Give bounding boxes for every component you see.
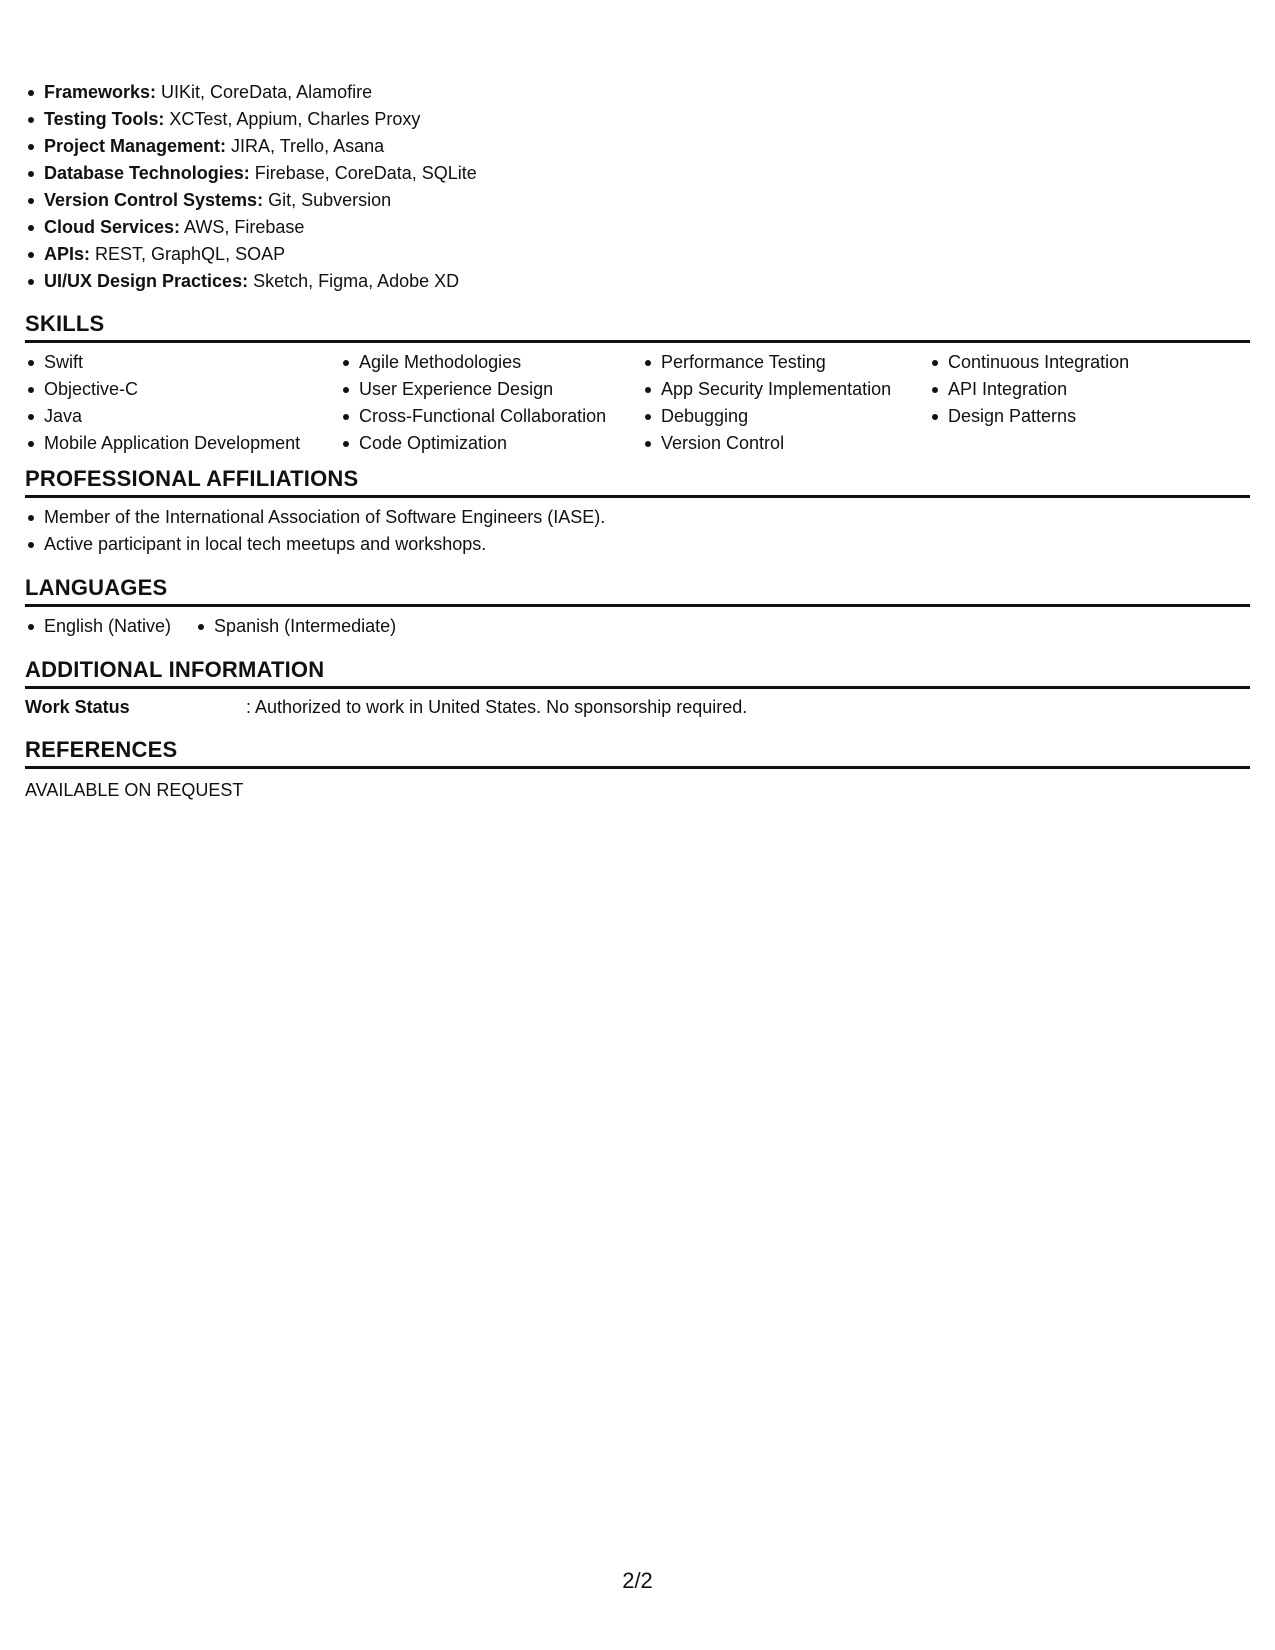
language-item: Spanish (Intermediate) (195, 613, 396, 640)
skill-item: Objective-C (25, 376, 340, 403)
affiliations-list (25, 504, 1250, 558)
tech-value: Firebase, CoreData, SQLite (249, 163, 477, 183)
list-item (25, 187, 1250, 214)
skills-column-1 (25, 349, 340, 457)
section-title-affiliations: PROFESSIONAL AFFILIATIONS (25, 466, 1250, 498)
page-number: 2/2 (622, 1568, 653, 1593)
list-item (25, 160, 1250, 187)
skill-item: Design Patterns (929, 403, 1229, 430)
skill-item: API Integration (929, 376, 1229, 403)
list-item (25, 241, 1250, 268)
list-item (25, 133, 1250, 160)
skill-item: Mobile Application Development (25, 430, 340, 457)
skill-item: Performance Testing (642, 349, 929, 376)
tech-value: Sketch, Figma, Adobe XD (248, 271, 460, 291)
tech-label: Cloud Services: (44, 217, 181, 237)
tech-label: Version Control Systems: (44, 190, 264, 210)
work-status-label: Work Status (25, 697, 130, 717)
tech-value: JIRA, Trello, Asana (226, 136, 385, 156)
tech-label: APIs: (44, 244, 91, 264)
technical-skills-list (25, 79, 1250, 295)
section-title-additional-information: ADDITIONAL INFORMATION (25, 657, 1250, 689)
affiliation-item: Member of the International Association of Software Engineers (IASE). (25, 504, 1250, 531)
skills-column-4 (929, 349, 1229, 457)
tech-value: Git, Subversion (263, 190, 392, 210)
work-status-row (25, 695, 1250, 720)
languages-list (25, 613, 1250, 640)
language-item: English (Native) (25, 613, 171, 640)
skill-item: Cross-Functional Collaboration (340, 403, 642, 430)
tech-label: Database Technologies: (44, 163, 250, 183)
skill-item: Code Optimization (340, 430, 642, 457)
skill-item: Continuous Integration (929, 349, 1229, 376)
section-title-languages: LANGUAGES (25, 575, 1250, 607)
tech-value: REST, GraphQL, SOAP (90, 244, 286, 264)
work-status-value: : Authorized to work in United States. No sponsorship required. (246, 697, 748, 717)
resume-page (25, 0, 1250, 803)
skills-grid (25, 349, 1250, 457)
tech-label: Frameworks: (44, 82, 157, 102)
section-title-references: REFERENCES (25, 737, 1250, 769)
affiliation-item: Active participant in local tech meetups and workshops. (25, 531, 1250, 558)
skill-item: Java (25, 403, 340, 430)
list-item (25, 79, 1250, 106)
skill-item: User Experience Design (340, 376, 642, 403)
tech-label: Project Management: (44, 136, 227, 156)
section-title-skills: SKILLS (25, 311, 1250, 343)
list-item (25, 106, 1250, 133)
tech-value: XCTest, Appium, Charles Proxy (164, 109, 421, 129)
skill-item: Version Control (642, 430, 929, 457)
list-item (25, 214, 1250, 241)
skill-item: Debugging (642, 403, 929, 430)
references-text: AVAILABLE ON REQUEST (25, 780, 244, 800)
tech-value: AWS, Firebase (180, 217, 305, 237)
tech-label: UI/UX Design Practices: (44, 271, 249, 291)
tech-label: Testing Tools: (44, 109, 165, 129)
skills-column-2 (340, 349, 642, 457)
skill-item: Agile Methodologies (340, 349, 642, 376)
skill-item: App Security Implementation (642, 376, 929, 403)
list-item (25, 268, 1250, 295)
skills-column-3 (642, 349, 929, 457)
skill-item: Swift (25, 349, 340, 376)
tech-value: UIKit, CoreData, Alamofire (156, 82, 373, 102)
